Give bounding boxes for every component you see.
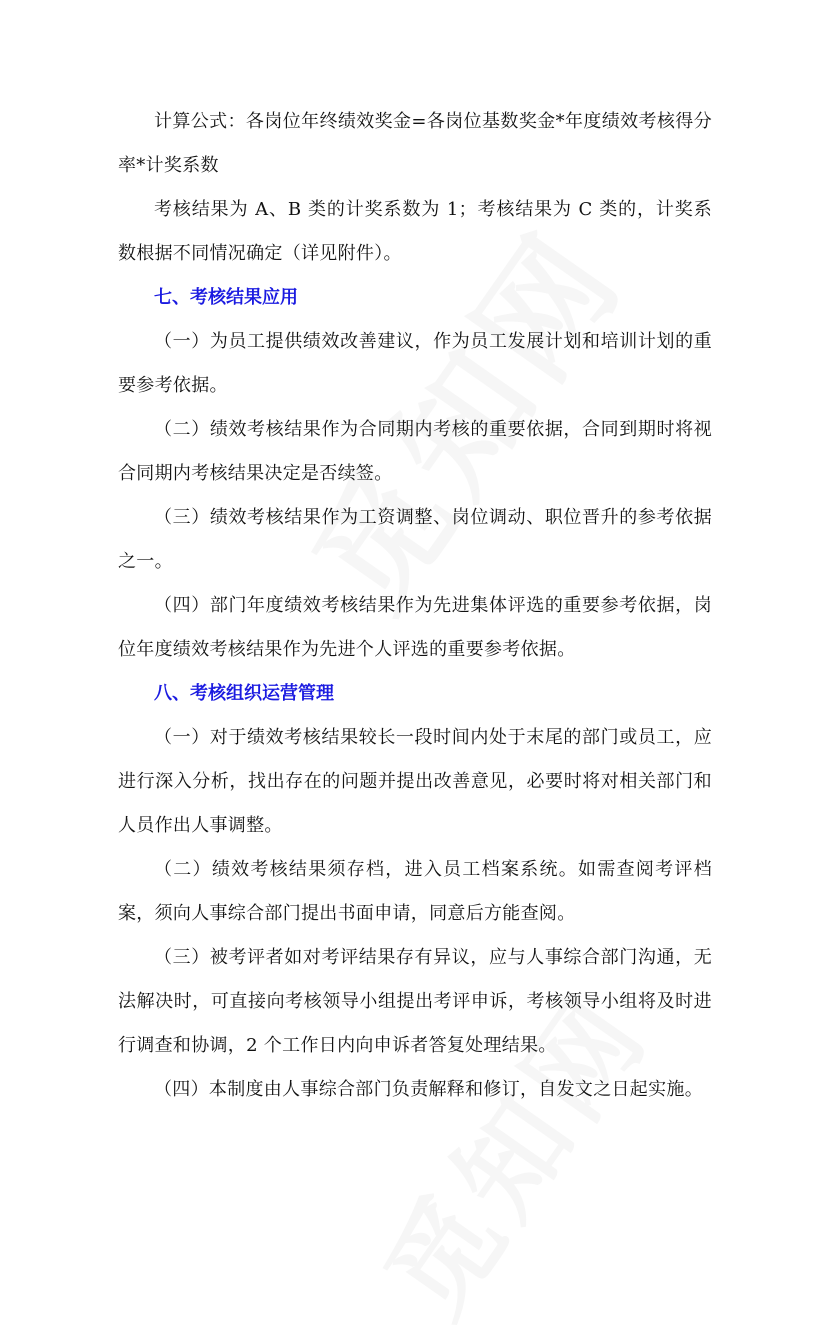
section-8-item-3: （三）被考评者如对考评结果存有异议，应与人事综合部门沟通，无法解决时，可直接向考核领导小组提出考评申诉，考核领导小组将及时进行调查和协调，2 个工作日内向申诉者答复处理结果。	[118, 947, 712, 1056]
formula-paragraph: 计算公式：各岗位年终绩效奖金=各岗位基数奖金*年度绩效考核得分率*计奖系数	[118, 111, 712, 176]
section-7-item-4: （四）部门年度绩效考核结果作为先进集体评选的重要参考依据，岗位年度绩效考核结果作为先进个人评选的重要参考依据。	[118, 595, 712, 660]
section-7-item-1: （一）为员工提供绩效改善建议，作为员工发展计划和培训计划的重要参考依据。	[118, 331, 712, 396]
section-8-item-2: （二）绩效考核结果须存档，进入员工档案系统。如需查阅考评档案，须向人事综合部门提出书面申请，同意后方能查阅。	[118, 859, 712, 924]
coefficient-paragraph: 考核结果为 A、B 类的计奖系数为 1；考核结果为 C 类的，计奖系数根据不同情况确定（详见附件）。	[118, 199, 712, 264]
document-body	[118, 100, 712, 1112]
section-8-item-4: （四）本制度由人事综合部门负责解释和修订，自发文之日起实施。	[154, 1079, 703, 1100]
section-7-item-3: （三）绩效考核结果作为工资调整、岗位调动、职位晋升的参考依据之一。	[118, 507, 712, 572]
section-7-item-2: （二）绩效考核结果作为合同期内考核的重要依据，合同到期时将视合同期内考核结果决定是否续签。	[118, 419, 712, 484]
section-8-heading: 八、考核组织运营管理	[154, 683, 334, 704]
section-7-heading: 七、考核结果应用	[154, 287, 298, 308]
section-8-item-1: （一）对于绩效考核结果较长一段时间内处于末尾的部门或员工，应进行深入分析，找出存在的问题并提出改善意见，必要时将对相关部门和人员作出人事调整。	[118, 727, 712, 836]
